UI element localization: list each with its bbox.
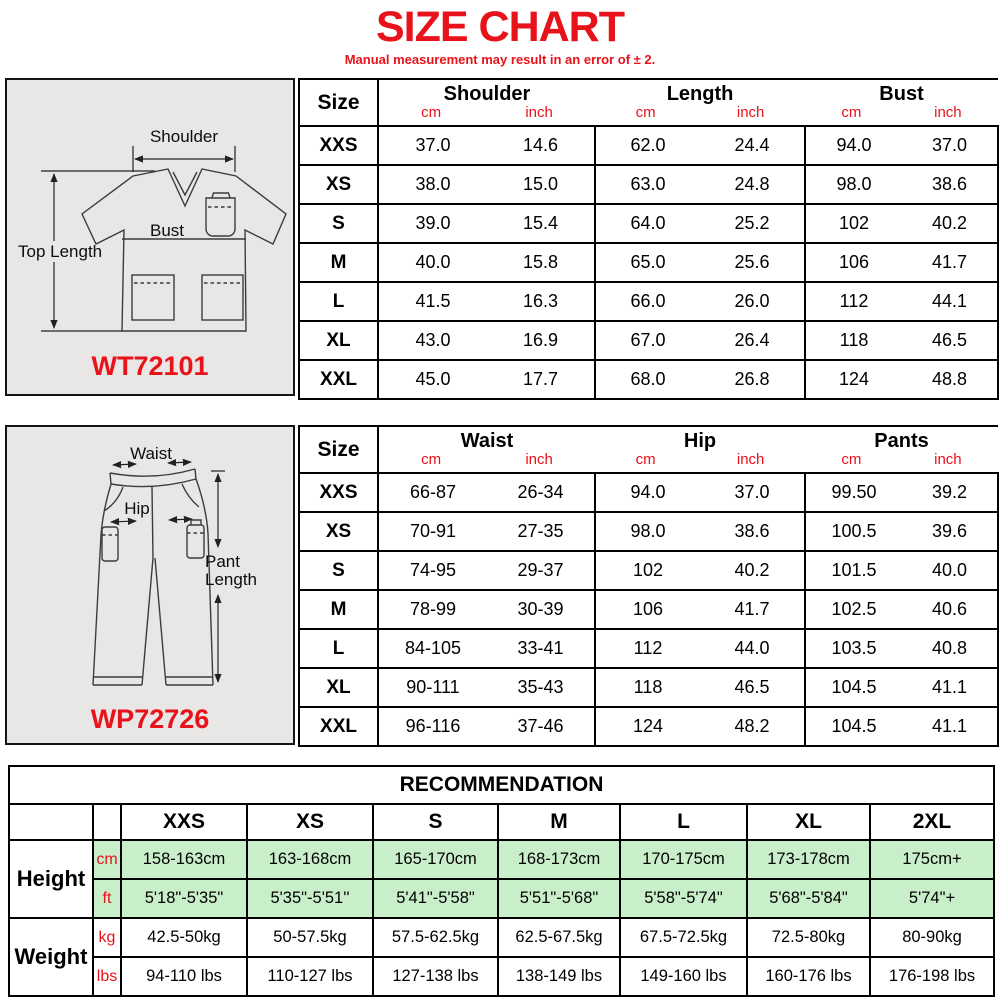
value-cell: 66-87 [378, 473, 487, 512]
size-header: Size [299, 426, 378, 473]
size-row [299, 243, 998, 282]
value-cell: 67.0 [595, 321, 700, 360]
value-cell: 46.5 [700, 668, 805, 707]
value-cell: 104.5 [805, 668, 902, 707]
hip-label: Hip [124, 499, 150, 518]
shoulder-dimension-lines [133, 146, 235, 172]
rec-value-cell: 80-90kg [870, 918, 994, 957]
group-header-pants [805, 426, 998, 473]
scrub-top-outline [82, 169, 286, 331]
rec-value-cell: 110-127 lbs [247, 957, 373, 996]
group-header-hip [595, 426, 805, 473]
chest-pocket [206, 198, 235, 236]
value-cell: 45.0 [378, 360, 487, 399]
top-length-label: Top Length [18, 242, 103, 261]
group-name: Shoulder [443, 83, 531, 105]
size-row [299, 668, 998, 707]
size-label: L [299, 282, 378, 321]
rec-row [9, 840, 994, 879]
value-cell: 106 [595, 590, 700, 629]
pants-outline [93, 469, 213, 685]
value-cell: 41.7 [700, 590, 805, 629]
rec-corner-cell [9, 804, 93, 840]
value-cell: 33-41 [487, 629, 595, 668]
size-label: XS [299, 165, 378, 204]
size-label: L [299, 629, 378, 668]
value-cell: 26.0 [700, 282, 805, 321]
value-cell: 90-111 [378, 668, 487, 707]
size-row [299, 512, 998, 551]
value-cell: 84-105 [378, 629, 487, 668]
value-cell: 37.0 [902, 126, 998, 165]
group-units [379, 105, 595, 121]
left-pocket [132, 275, 174, 320]
rec-value-cell: 5'74"+ [870, 879, 994, 918]
hip-dimension-lines [111, 519, 192, 522]
rec-value-cell: 165-170cm [373, 840, 498, 879]
value-cell: 94.0 [805, 126, 902, 165]
rec-value-cell: 5'58"-5'74" [620, 879, 747, 918]
value-cell: 70-91 [378, 512, 487, 551]
size-label: XXS [299, 473, 378, 512]
group-units [805, 452, 998, 468]
value-cell: 40.0 [378, 243, 487, 282]
size-label: XS [299, 512, 378, 551]
value-cell: 74-95 [378, 551, 487, 590]
size-row [299, 360, 998, 399]
size-row [299, 321, 998, 360]
pant-length-label-line1: Pant [205, 552, 240, 571]
group-units [805, 105, 998, 121]
rec-value-cell: 5'51"-5'68" [498, 879, 620, 918]
pants-diagram [5, 425, 295, 745]
value-cell: 26-34 [487, 473, 595, 512]
value-cell: 24.4 [700, 126, 805, 165]
value-cell: 65.0 [595, 243, 700, 282]
value-cell: 106 [805, 243, 902, 282]
group-header-waist [378, 426, 595, 473]
value-cell: 17.7 [487, 360, 595, 399]
group-name: Waist [460, 430, 514, 452]
value-cell: 41.1 [902, 668, 998, 707]
value-cell: 40.6 [902, 590, 998, 629]
value-cell: 37-46 [487, 707, 595, 746]
value-cell: 38.6 [902, 165, 998, 204]
value-cell: 38.0 [378, 165, 487, 204]
value-cell: 78-99 [378, 590, 487, 629]
group-header-bust [805, 79, 998, 126]
size-label: S [299, 204, 378, 243]
rec-size-header: S [373, 804, 498, 840]
value-cell: 40.0 [902, 551, 998, 590]
rec-value-cell: 5'18"-5'35" [121, 879, 247, 918]
size-row [299, 165, 998, 204]
value-cell: 27-35 [487, 512, 595, 551]
rec-row [9, 957, 994, 996]
value-cell: 63.0 [595, 165, 700, 204]
unit-label: inch [934, 104, 962, 121]
rec-unit-cell: ft [93, 879, 121, 918]
unit-label: cm [635, 451, 656, 468]
rec-value-cell: 94-110 lbs [121, 957, 247, 996]
rec-title: RECOMMENDATION [9, 766, 994, 804]
rec-value-cell: 138-149 lbs [498, 957, 620, 996]
value-cell: 41.5 [378, 282, 487, 321]
value-cell: 24.8 [700, 165, 805, 204]
value-cell: 62.0 [595, 126, 700, 165]
unit-label: cm [421, 104, 442, 121]
value-cell: 29-37 [487, 551, 595, 590]
group-name: Bust [879, 83, 924, 105]
rec-value-cell: 57.5-62.5kg [373, 918, 498, 957]
value-cell: 14.6 [487, 126, 595, 165]
value-cell: 118 [595, 668, 700, 707]
rec-corner-cell [93, 804, 121, 840]
value-cell: 43.0 [378, 321, 487, 360]
value-cell: 40.2 [700, 551, 805, 590]
rec-value-cell: 176-198 lbs [870, 957, 994, 996]
rec-value-cell: 72.5-80kg [747, 918, 870, 957]
value-cell: 102.5 [805, 590, 902, 629]
rec-size-header: M [498, 804, 620, 840]
value-cell: 112 [595, 629, 700, 668]
value-cell: 102 [805, 204, 902, 243]
scrub-top-diagram [5, 78, 295, 396]
group-units [379, 452, 595, 468]
top-size-table [298, 78, 999, 400]
page-title: SIZE CHART [376, 3, 624, 51]
rec-unit-cell: kg [93, 918, 121, 957]
value-cell: 37.0 [378, 126, 487, 165]
value-cell: 101.5 [805, 551, 902, 590]
rec-value-cell: 170-175cm [620, 840, 747, 879]
group-units [595, 452, 805, 468]
size-header: Size [299, 79, 378, 126]
rec-value-cell: 158-163cm [121, 840, 247, 879]
unit-label: inch [736, 451, 765, 468]
rec-value-cell: 168-173cm [498, 840, 620, 879]
page-subtitle: Manual measurement may result in an error of ± 2. [344, 52, 656, 67]
rec-value-cell: 50-57.5kg [247, 918, 373, 957]
value-cell: 100.5 [805, 512, 902, 551]
size-label: XL [299, 668, 378, 707]
unit-label: cm [421, 451, 442, 468]
table-header-row [299, 79, 998, 126]
scrub-top-drawing [7, 80, 293, 394]
rec-value-cell: 149-160 lbs [620, 957, 747, 996]
unit-label: inch [736, 104, 765, 121]
rec-size-header: XL [747, 804, 870, 840]
value-cell: 48.2 [700, 707, 805, 746]
value-cell: 15.4 [487, 204, 595, 243]
rec-size-header-row [9, 804, 994, 840]
value-cell: 102 [595, 551, 700, 590]
value-cell: 25.2 [700, 204, 805, 243]
value-cell: 26.8 [700, 360, 805, 399]
right-cargo-pocket [187, 525, 204, 558]
rec-row-label: Height [9, 840, 93, 918]
value-cell: 124 [595, 707, 700, 746]
recommendation-table [8, 765, 995, 997]
rec-title-row [9, 766, 994, 804]
pants-drawing [7, 427, 293, 743]
value-cell: 96-116 [378, 707, 487, 746]
value-cell: 44.0 [700, 629, 805, 668]
value-cell: 15.0 [487, 165, 595, 204]
value-cell: 46.5 [902, 321, 998, 360]
rec-unit-cell: lbs [93, 957, 121, 996]
unit-label: cm [841, 104, 862, 121]
table-header-row [299, 426, 998, 473]
unit-label: inch [525, 104, 553, 121]
size-row [299, 629, 998, 668]
value-cell: 40.8 [902, 629, 998, 668]
size-row [299, 282, 998, 321]
value-cell: 48.8 [902, 360, 998, 399]
rec-size-header: XS [247, 804, 373, 840]
rec-size-header: XXS [121, 804, 247, 840]
value-cell: 104.5 [805, 707, 902, 746]
value-cell: 66.0 [595, 282, 700, 321]
pant-length-label-line2: Length [205, 570, 257, 589]
value-cell: 64.0 [595, 204, 700, 243]
rec-size-header: 2XL [870, 804, 994, 840]
rec-value-cell: 127-138 lbs [373, 957, 498, 996]
value-cell: 44.1 [902, 282, 998, 321]
value-cell: 30-39 [487, 590, 595, 629]
model-number-pants: WP72726 [90, 704, 210, 734]
value-cell: 118 [805, 321, 902, 360]
size-label: XXL [299, 360, 378, 399]
size-label: XXL [299, 707, 378, 746]
rec-size-header: L [620, 804, 747, 840]
size-label: S [299, 551, 378, 590]
value-cell: 39.6 [902, 512, 998, 551]
rec-value-cell: 163-168cm [247, 840, 373, 879]
size-label: M [299, 590, 378, 629]
rec-unit-cell: cm [93, 840, 121, 879]
rec-value-cell: 5'41"-5'58" [373, 879, 498, 918]
bust-label: Bust [149, 221, 185, 240]
value-cell: 35-43 [487, 668, 595, 707]
group-units [595, 105, 805, 121]
value-cell: 98.0 [805, 165, 902, 204]
unit-label: inch [525, 451, 553, 468]
rec-value-cell: 5'68"-5'84" [747, 879, 870, 918]
unit-label: inch [934, 451, 962, 468]
value-cell: 39.2 [902, 473, 998, 512]
rec-row-label: Weight [9, 918, 93, 996]
group-header-shoulder [378, 79, 595, 126]
size-row [299, 473, 998, 512]
size-row [299, 707, 998, 746]
rec-row [9, 879, 994, 918]
value-cell: 94.0 [595, 473, 700, 512]
size-label: M [299, 243, 378, 282]
waist-label: Waist [130, 444, 172, 463]
rec-value-cell: 67.5-72.5kg [620, 918, 747, 957]
pants-size-table [298, 425, 999, 747]
value-cell: 103.5 [805, 629, 902, 668]
value-cell: 68.0 [595, 360, 700, 399]
value-cell: 41.1 [902, 707, 998, 746]
value-cell: 16.9 [487, 321, 595, 360]
group-name: Length [666, 83, 734, 105]
value-cell: 38.6 [700, 512, 805, 551]
size-row [299, 204, 998, 243]
size-label: XXS [299, 126, 378, 165]
value-cell: 15.8 [487, 243, 595, 282]
group-header-length [595, 79, 805, 126]
left-cargo-pocket [102, 527, 118, 561]
rec-value-cell: 175cm+ [870, 840, 994, 879]
group-name: Pants [874, 430, 929, 452]
rec-value-cell: 173-178cm [747, 840, 870, 879]
value-cell: 37.0 [700, 473, 805, 512]
value-cell: 98.0 [595, 512, 700, 551]
value-cell: 112 [805, 282, 902, 321]
size-row [299, 590, 998, 629]
value-cell: 124 [805, 360, 902, 399]
value-cell: 99.50 [805, 473, 902, 512]
size-label: XL [299, 321, 378, 360]
model-number-top: WT72101 [91, 351, 209, 381]
value-cell: 25.6 [700, 243, 805, 282]
value-cell: 16.3 [487, 282, 595, 321]
right-pocket [202, 275, 243, 320]
group-name: Hip [683, 430, 717, 452]
unit-label: cm [841, 451, 862, 468]
rec-value-cell: 62.5-67.5kg [498, 918, 620, 957]
value-cell: 26.4 [700, 321, 805, 360]
rec-row [9, 918, 994, 957]
shoulder-label: Shoulder [149, 127, 219, 146]
value-cell: 40.2 [902, 204, 998, 243]
rec-value-cell: 5'35"-5'51'' [247, 879, 373, 918]
size-row [299, 551, 998, 590]
value-cell: 39.0 [378, 204, 487, 243]
size-row [299, 126, 998, 165]
unit-label: cm [635, 104, 656, 121]
rec-value-cell: 160-176 lbs [747, 957, 870, 996]
rec-value-cell: 42.5-50kg [121, 918, 247, 957]
value-cell: 41.7 [902, 243, 998, 282]
